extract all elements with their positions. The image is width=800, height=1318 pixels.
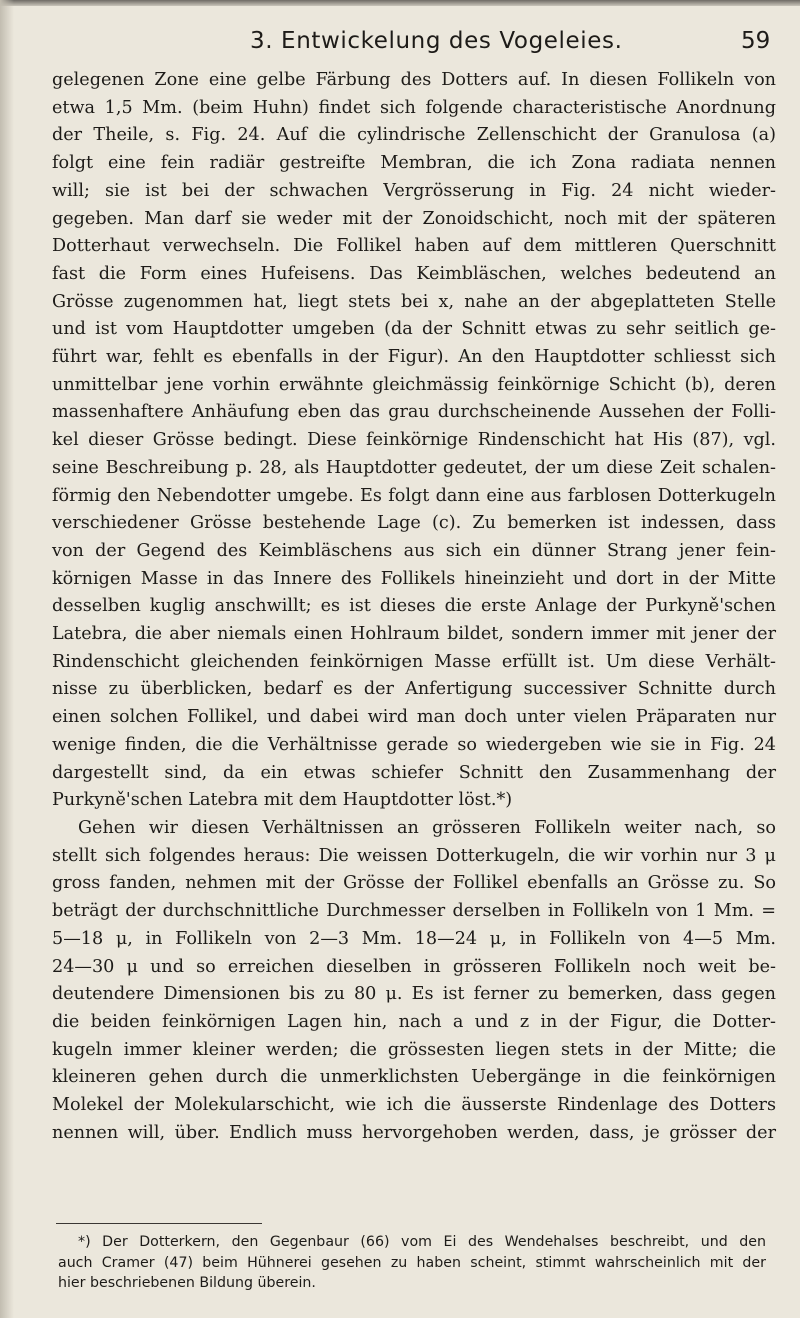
- text-line: Dotterhaut verwechseln. Die Follikel haben auf dem mittleren Querschnitt: [52, 236, 776, 257]
- text-line: beträgt der durchschnittliche Durchmesser derselben in Follikeln von 1 Mm. =: [52, 901, 776, 922]
- text-line: der Theile, s. Fig. 24. Auf die cylindrische Zellenschicht der Granulosa (a): [52, 125, 776, 146]
- text-line: desselben kuglig anschwillt; es ist dieses die erste Anlage der Purkyně'schen: [52, 596, 776, 617]
- text-line: verschiedener Grösse bestehende Lage (c). Zu bemerken ist indessen, dass: [52, 513, 776, 534]
- text-line: Purkyně'schen Latebra mit dem Hauptdotter löst.*): [52, 790, 513, 811]
- page-number: 59: [741, 28, 771, 54]
- text-line: Rindenschicht gleichenden feinkörnigen Masse erfüllt ist. Um diese Verhält-: [52, 651, 776, 672]
- text-line: förmig den Nebendotter umgebe. Es folgt dann eine aus farblosen Dotterkugeln: [52, 485, 776, 506]
- page-binding-shadow: [0, 0, 14, 1318]
- text-line: kel dieser Grösse bedingt. Diese feinkörnige Rindenschicht hat His (87), vgl.: [52, 430, 776, 451]
- text-line: Latebra, die aber niemals einen Hohlraum bildet, sondern immer mit jener der: [52, 624, 776, 645]
- text-line: und ist vom Hauptdotter umgeben (da der Schnitt etwas zu sehr seitlich ge-: [52, 319, 776, 340]
- text-line: seine Beschreibung p. 28, als Hauptdotter gedeutet, der um diese Zeit schalen-: [52, 457, 776, 478]
- footnotes: [58, 1232, 766, 1294]
- text-line: nisse zu überblicken, bedarf es der Anfertigung successiver Schnitte durch: [52, 679, 776, 700]
- body-text: [52, 67, 776, 1147]
- text-line: etwa 1,5 Mm. (beim Huhn) findet sich folgende characteristische Anordnung: [52, 97, 776, 118]
- text-line: fast die Form eines Hufeisens. Das Keimbläschen, welches bedeutend an: [52, 263, 776, 284]
- footnote-rule: [56, 1223, 262, 1224]
- text-line: will; sie ist bei der schwachen Vergrösserung in Fig. 24 nicht wieder-: [52, 180, 776, 201]
- text-line: dargestellt sind, da ein etwas schiefer Schnitt den Zusammenhang der: [52, 762, 776, 783]
- text-line: gelegenen Zone eine gelbe Färbung des Dotters auf. In diesen Follikeln von: [52, 70, 776, 90]
- text-line: wenige finden, die die Verhältnisse gerade so wiedergeben wie sie in Fig. 24: [52, 734, 776, 755]
- text-line: unmittelbar jene vorhin erwähnte gleichmässig feinkörnige Schicht (b), deren: [52, 374, 776, 395]
- footnote-line: *) Der Dotterkern, den Gegenbaur (66) vom Ei des Wendehalses beschreibt, und den: [78, 1234, 766, 1250]
- text-line: gegeben. Man darf sie weder mit der Zonoidschicht, noch mit der späteren: [52, 208, 776, 229]
- text-line: Gehen wir diesen Verhältnissen an grösseren Follikeln weiter nach, so: [78, 817, 776, 838]
- text-line: stellt sich folgendes heraus: Die weissen Dotterkugeln, die wir vorhin nur 3 μ: [52, 845, 776, 866]
- text-line: körnigen Masse in das Innere des Follikels hineinzieht und dort in der Mitte: [52, 568, 776, 589]
- text-line: von der Gegend des Keimbläschens aus sich ein dünner Strang jener fein-: [52, 540, 776, 561]
- text-line: folgt eine fein radiär gestreifte Membran, die ich Zona radiata nennen: [52, 153, 776, 174]
- text-line: gross fanden, nehmen mit der Grösse der Follikel ebenfalls an Grösse zu. So: [52, 873, 776, 894]
- page-top-edge: [0, 0, 800, 6]
- text-line: kugeln immer kleiner werden; die grössesten liegen stets in der Mitte; die: [52, 1039, 776, 1060]
- text-line: 24—30 μ und so erreichen dieselben in grösseren Follikeln noch weit be-: [52, 956, 776, 977]
- footnote-line: hier beschriebenen Bildung überein.: [58, 1275, 316, 1291]
- text-line: die beiden feinkörnigen Lagen hin, nach a und z in der Figur, die Dotter-: [52, 1011, 776, 1032]
- text-line: einen solchen Follikel, und dabei wird man doch unter vielen Präparaten nur: [52, 707, 776, 728]
- text-line: führt war, fehlt es ebenfalls in der Figur). An den Hauptdotter schliesst sich: [52, 347, 776, 368]
- footnote-line: auch Cramer (47) beim Hühnerei gesehen zu haben scheint, stimmt wahrscheinlich mit der: [58, 1254, 766, 1271]
- text-line: Molekel der Molekularschicht, wie ich die äusserste Rindenlage des Dotters: [52, 1095, 776, 1116]
- running-title: 3. Entwickelung des Vogeleies.: [250, 28, 623, 54]
- text-line: nennen will, über. Endlich muss hervorgehoben werden, dass, je grösser der: [52, 1122, 776, 1143]
- text-line: kleineren gehen durch die unmerklichsten Uebergänge in die feinkörnigen: [52, 1067, 776, 1088]
- page-header: [0, 22, 800, 62]
- text-line: massenhaftere Anhäufung eben das grau durchscheinende Aussehen der Folli-: [52, 402, 776, 423]
- text-line: deutendere Dimensionen bis zu 80 μ. Es ist ferner zu bemerken, dass gegen: [52, 984, 776, 1005]
- text-line: 5—18 μ, in Follikeln von 2—3 Mm. 18—24 μ, in Follikeln von 4—5 Mm.: [52, 928, 776, 949]
- text-line: Grösse zugenommen hat, liegt stets bei x, nahe an der abgeplatteten Stelle: [52, 291, 776, 312]
